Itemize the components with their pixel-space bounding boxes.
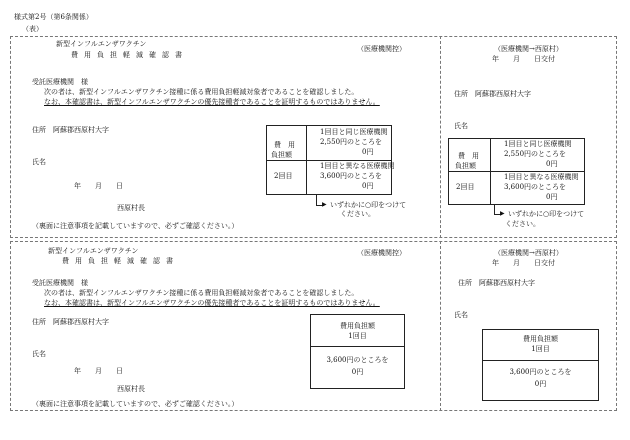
top-stub-label-b: 負担額 — [455, 162, 476, 170]
top-note: （裏面に注意事項を記載していますので、必ずご確認ください。） — [32, 222, 239, 230]
bottom-keep-label: （医療機関控） — [357, 249, 406, 257]
bottom-table-head2: 1回目 — [348, 332, 367, 340]
top-stub-name-label: 氏名 — [454, 122, 468, 130]
bottom-stub-value1: 3,600円のところを — [509, 368, 572, 376]
top-stub-row1-line2: 2,550円のところを — [504, 150, 567, 158]
bottom-stub-name-label: 氏名 — [454, 311, 468, 319]
top-row2-line1: 1回目と異なる医療機関 — [320, 162, 395, 170]
bottom-body-line1: 次の者は、新型インフルエンザワクチン接種に係る費用負担軽減対象者であることを確認しました。 — [44, 289, 359, 297]
top-arrow-head: ▶ — [322, 201, 327, 208]
top-row2-line3: 0円 — [362, 182, 374, 190]
top-stub-label-a: 費 用 — [458, 152, 479, 160]
top-address: 住所 阿蘇郡西原村大字 — [32, 126, 109, 134]
top-stub-second: 2回目 — [456, 183, 475, 191]
top-stub-arrow-head: ▶ — [500, 210, 505, 217]
top-arrow-stem — [316, 195, 317, 205]
top-row2-line2: 3,600円のところを — [320, 172, 383, 180]
top-arrow-note2: ください。 — [340, 210, 375, 218]
top-stub-row1-line1: 1回目と同じ医療機関 — [504, 140, 572, 148]
top-recipient: 受託医療機関 様 — [32, 78, 88, 86]
top-stub-row2-line1: 1回目と異なる医療機関 — [504, 173, 579, 181]
top-perforation — [440, 36, 441, 238]
top-table-second: 2回目 — [274, 172, 293, 180]
top-stub-arrow-note2: ください。 — [505, 220, 540, 228]
top-arrow-note1: いずれかに○印をつけて — [330, 201, 407, 209]
bottom-table-value2: 0円 — [351, 368, 364, 376]
top-row1-line1: 1回目と同じ医療機関 — [320, 128, 388, 136]
top-date: 年 月 日 — [74, 182, 123, 190]
top-stub-address: 住所 阿蘇郡西原村大字 — [454, 90, 531, 98]
top-stub-arrow-stem — [494, 205, 495, 214]
top-stub-row1-line3: 0円 — [546, 160, 558, 168]
bottom-stub-value2: 0円 — [534, 380, 547, 388]
top-body-line2: なお、本確認書は、新型インフルエンザワクチンの優先接種者であることを証明するものではありません。 — [44, 98, 380, 106]
top-stub-issued: 年 月 日交付 — [492, 55, 555, 63]
bottom-table-head1: 費用負担額 — [340, 322, 375, 330]
bottom-address: 住所 阿蘇郡西原村大字 — [32, 318, 109, 326]
front-side-label: （表） — [22, 25, 43, 33]
bottom-note: （裏面に注意事項を記載していますので、必ずご確認ください。） — [32, 400, 239, 408]
top-name-label: 氏名 — [32, 158, 46, 166]
bottom-title-line2: 費用負担軽減確認書 — [62, 257, 179, 265]
top-stub-flow: （医療機関→西原村） — [494, 45, 563, 53]
form-number: 様式第2号（第6条関係） — [14, 13, 93, 21]
top-stub-row2-line2: 3,600円のところを — [504, 183, 567, 191]
bottom-stub-issued: 年 月 日交付 — [492, 259, 555, 267]
bottom-name-label: 氏名 — [32, 350, 46, 358]
top-title-line2: 費用負担軽減確認書 — [71, 51, 188, 59]
top-stub-row2-line3: 0円 — [546, 193, 558, 201]
top-body-line1: 次の者は、新型インフルエンザワクチン接種に係る費用負担軽減対象者であることを確認しました。 — [44, 88, 359, 96]
bottom-table-value1: 3,600円のところを — [326, 356, 389, 364]
top-title-line1: 新型インフルエンザワクチン — [56, 40, 147, 48]
top-mayor: 西原村長 — [117, 204, 145, 212]
top-row1-line2: 2,550円のところを — [320, 138, 383, 146]
top-table-label-a: 費 用 — [274, 141, 295, 149]
bottom-recipient: 受託医療機関 様 — [32, 279, 88, 287]
bottom-stub-address: 住所 阿蘇郡西原村大字 — [458, 279, 535, 287]
bottom-perforation — [440, 241, 441, 411]
bottom-stub-head1: 費用負担額 — [523, 335, 558, 343]
top-stub-arrow-note1: いずれかに○印をつけて — [508, 210, 585, 218]
top-keep-label: （医療機関控） — [357, 45, 406, 53]
bottom-mayor: 西原村長 — [117, 385, 145, 393]
bottom-body-line2: なお、本確認書は、新型インフルエンザワクチンの優先接種者であることを証明するものではありません。 — [44, 299, 380, 307]
top-table-label-b: 負担額 — [271, 151, 292, 159]
bottom-title-line1: 新型インフルエンザワクチン — [48, 247, 139, 255]
bottom-stub-head2: 1回目 — [531, 345, 550, 353]
bottom-date: 年 月 日 — [74, 367, 123, 375]
top-row1-line3: 0円 — [362, 148, 374, 156]
bottom-stub-flow: （医療機関→西原村） — [494, 249, 563, 257]
